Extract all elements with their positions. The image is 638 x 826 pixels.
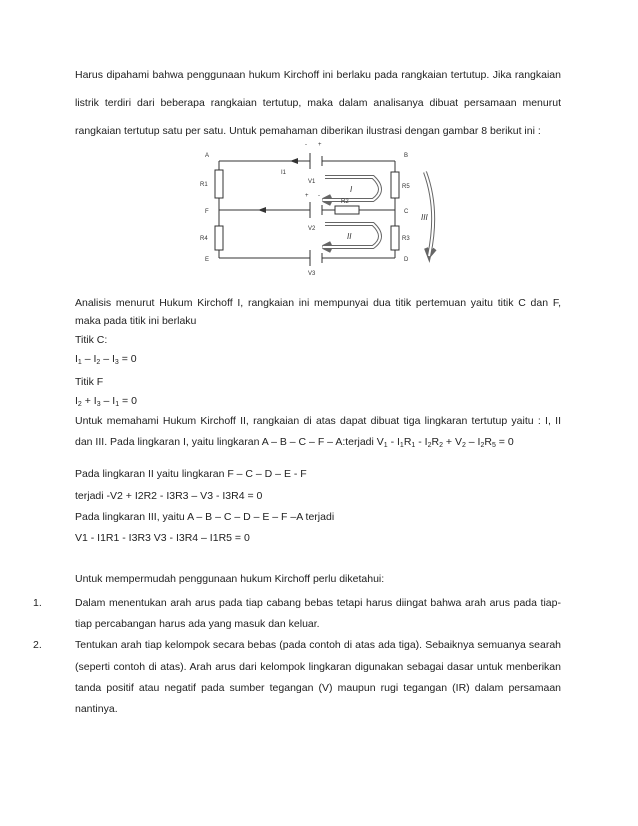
note-1-line-1: Dalam menentukan arah arus pada tiap cabang bebas tetapi harus diingat bahwa arah arus pada tiap- [75,597,561,609]
resistor-r3 [391,226,399,250]
list-number-1: 1. [33,597,42,609]
label-v1: V1 [308,179,316,185]
label-v3: V3 [308,271,316,275]
resistor-r2 [335,206,359,214]
label-r5: R5 [402,184,410,190]
loop-ii-equation: terjadi -V2 + I2R2 - I3R3 – V3 - I3R4 = 0 [75,490,263,502]
analysis-line-kirchoff-2: Untuk memahami Hukum Kirchoff II, rangkaian di atas dapat dibuat tiga lingkaran tertutup yaitu : I, II [75,415,561,427]
label-loop-i: I [350,185,353,194]
label-node-f: F [205,209,209,215]
analysis-line-1: Analisis menurut Hukum Kirchoff I, rangkaian ini mempunyai dua titik pertemuan yaitu titik C dan F, [75,297,561,309]
label-node-d: D [404,257,409,263]
label-loop-ii: II [347,232,352,241]
label-r1: R1 [200,182,208,188]
notes-lead: Untuk mempermudah penggunaan hukum Kirchoff perlu diketahui: [75,573,385,585]
titik-f-label: Titik F [75,376,104,388]
label-i1: I1 [281,170,287,176]
circuit-diagram [195,140,445,275]
current-arrow-i1 [290,158,298,164]
label-node-c: C [404,209,409,215]
label-plus-v2: + [305,193,309,199]
label-node-e: E [205,257,210,263]
titik-c-label: Titik C: [75,334,108,346]
label-r4: R4 [200,236,208,242]
intro-line-1: Harus dipahami bahwa penggunaan hukum Kirchoff ini berlaku pada rangkaian tertutup. Jika rangkaian [75,69,561,81]
label-plus-v1: + [318,142,322,148]
loop-iii-equation: V1 - I1R1 - I3R3 V3 - I3R4 – I1R5 = 0 [75,532,250,544]
resistor-r5 [391,172,399,198]
battery-v3 [310,250,322,266]
label-loop-iii: III [421,213,428,222]
note-2-line-1: Tentukan arah tiap kelompok secara bebas (pada contoh di atas ada tiga). Sebaiknya semuanya searah [75,639,561,651]
intro-line-3: rangkaian tertutup satu per satu. Untuk pemahaman diberikan ilustrasi dengan gambar 8 berikut ini : [75,125,541,137]
note-2-line-2: (seperti contoh di atas). Arah arus dari kelompok lingkaran digunakan sebagai dasar untuk menberikan [75,661,561,673]
label-node-a: A [205,153,210,159]
label-v2: V2 [308,226,316,232]
label-minus-v1: - [305,142,307,148]
equation-titik-c: $I_1 - I_2 - I_3 = 0$ [75,353,137,366]
label-r3: R3 [402,236,410,242]
resistor-r1 [215,170,223,198]
current-arrow-i2 [258,207,266,213]
intro-line-2: listrik terdiri dari beberapa rangkaian tertutup, maka dalam analisanya dibuat persamaan menurut [75,97,561,109]
loop-iii-heading: Pada lingkaran III, yaitu A – B – C – D – E – F –A terjadi [75,511,335,523]
battery-v1 [310,153,322,169]
list-number-2: 2. [33,639,42,651]
note-2-line-3: tanda positif atau negatif pada sumber tegangan (V) maupun rugi tegangan (IR) dalam persamaan [75,682,561,694]
loop-i-equation: dan III. Pada lingkaran I, yaitu lingkaran A – B – C – F – A:terjadi $V_1 - I_1R_1 - I_2R_2 + V_2 - I_2R_5 = 0$ [75,436,514,449]
battery-v2 [310,202,322,218]
note-1-line-2: tiap percabangan harus ada yang masuk dan keluar. [75,618,320,630]
label-minus-v2: - [318,193,320,199]
note-2-line-4: nantinya. [75,703,118,715]
analysis-line-2: maka pada titik ini berlaku [75,315,197,327]
label-node-b: B [404,153,409,159]
label-r2: R2 [341,199,349,205]
loop-ii-heading: Pada lingkaran II yaitu lingkaran F – C – D – E - F [75,468,307,480]
resistor-r4 [215,226,223,250]
equation-titik-f: $I_2 + I_3 - I_1 = 0$ [75,395,137,408]
